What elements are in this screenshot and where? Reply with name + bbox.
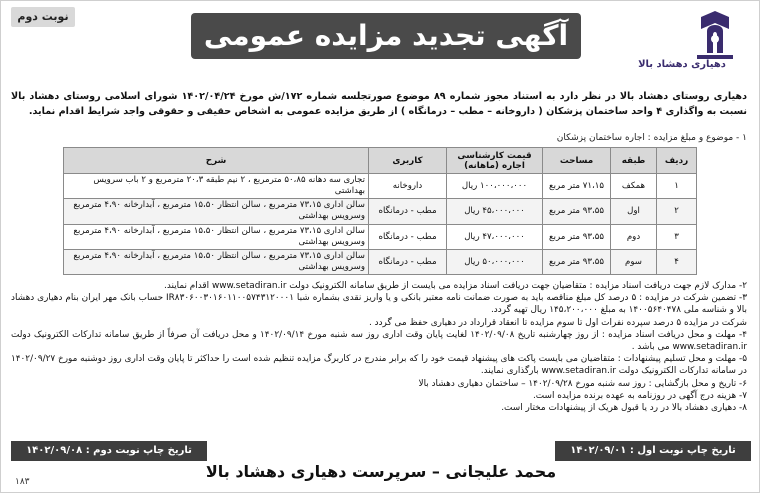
cell-area: ۹۳،۵۵ متر مربع: [543, 249, 611, 274]
condition-item: شرکت در مزایده ۵ درصد سپرده نفرات اول تا سوم مزایده تا انعقاد قرارداد در دهیاری حفظ می گردد .: [369, 317, 747, 328]
cell-price: ۴۷،۰۰۰،۰۰۰ ریال: [447, 224, 543, 249]
cell-usage: مطب - درمانگاه: [369, 224, 447, 249]
round-badge: نوبت دوم: [11, 7, 75, 27]
condition-item: ۲- مدارک لازم جهت دریافت اسناد مزایده : متقاضیان جهت دریافت اسناد مزایده می بایست از طریق سامانه الکترونیک دولت www.setadiran.ir اقدام نمایند.: [164, 281, 747, 291]
cell-usage: مطب - درمانگاه: [369, 199, 447, 224]
section-subject: ۱ - موضوع و مبلغ مزایده : اجاره ساختمان پزشکان: [556, 133, 747, 143]
cell-row: ۲: [657, 199, 697, 224]
col-floor: طبقه: [611, 148, 657, 174]
cell-area: ۹۳،۵۵ متر مربع: [543, 199, 611, 224]
condition-item: ۸- دهیاری دهشاد بالا در رد یا قبول هریک از پیشنهادات مختار است.: [501, 403, 747, 414]
logo-caption: دهیاری دهشاد بالا: [638, 59, 726, 70]
cell-row: ۱: [657, 174, 697, 199]
table-row: [64, 199, 697, 224]
cell-area: ۹۳،۵۵ متر مربع: [543, 224, 611, 249]
cell-usage: مطب - درمانگاه: [369, 249, 447, 274]
condition-item: ۴- مهلت و محل دریافت اسناد مزایده : از روز چهارشنبه تاریخ ۱۴۰۲/۰۹/۰۸ لغایت پایان وقت اداری روز سه شنبه مورخ ۱۴۰۲/۰۹/۱۴ و محل دریافت آن صرفاً از طریق سامانه تدارکات الکترونیک دولت www.setadiran.ir می باشد .: [11, 329, 747, 353]
cell-floor: همکف: [611, 174, 657, 199]
cell-description: سالن اداری ۷۳،۱۵ مترمربع ، سالن انتظار ۱۵،۵۰ مترمربع ، آبدارخانه ۴،۹۰ مترمربع وسرویس بهداشتی: [64, 249, 369, 274]
notice-header: [1, 1, 760, 85]
condition-item: ۵- مهلت و محل تسلیم پیشنهادات : متقاضیان می بایست پاکت های پیشنهاد قیمت خود را که برابر مندرج در کاربرگ مزایده تنظیم شده است را حداکثر تا پایان وقت اداری روز دوشنبه مورخ ۱۴۰۲/۰۹/۲۷ در سامانه تدارکات الکترونیک دولت www.setadiran.ir بارگذاری نمایند.: [11, 354, 747, 377]
table-row: [64, 174, 697, 199]
cell-price: ۱۰۰،۰۰۰،۰۰۰ ریال: [447, 174, 543, 199]
cell-price: ۵۰،۰۰۰،۰۰۰ ریال: [447, 249, 543, 274]
notice-title: آگهی تجدید مزایده عمومی: [191, 13, 581, 59]
col-usage: کاربری: [369, 148, 447, 174]
condition-item: ۶- تاریخ و محل بازگشایی : روز سه شنبه مورخ ۱۴۰۲/۰۹/۲۸ – ساختمان دهیاری دهشاد بالا: [418, 378, 747, 389]
condition-item: ۳- تضمین شرکت در مزایده : ۵ درصد کل مبلغ مناقصه باید به صورت ضمانت نامه معتبر بانکی و یا واریز نقدی بشماره شبا IR۸۳۰۶۰۰۳۰۱۶۰۱۱۰۰۵۷۴۳۱۲۰۰۰۱ حساب بانک مهر ایران بنام دهیاری دهشاد بالا و شناسه ملی ۱۴۰۰۵۶۴۰۴۷۸ به مبلغ ۱۴۵،۲۰۰،۰۰۰ ریال تهیه گردد.: [11, 293, 747, 316]
page-number: ۱۸۳: [15, 477, 30, 487]
table-row: [64, 224, 697, 249]
signatory: محمد علیجانی – سرپرست دهیاری دهشاد بالا: [205, 462, 557, 481]
intro-paragraph: دهیاری روستای دهشاد بالا در نظر دارد به استناد مجوز شماره ۸۹ موضوع صورتجلسه شماره ۱۷۲/ش مورخ ۱۴۰۲/۰۴/۲۴ شورای اسلامی روستای دهشاد بالا نسبت به واگذاری ۴ واحد ساختمان پزشکان ( داروخانه – مطب – درمانگاه ) از طریق مزایده عمومی به اشخاص حقیقی و حقوقی واجد شرایط اقدام نماید.: [11, 91, 747, 117]
first-print-date: تاریخ چاپ نوبت اول : ۱۴۰۲/۰۹/۰۱: [555, 441, 751, 461]
col-description: شرح: [64, 148, 369, 174]
print-dates: [1, 441, 760, 461]
conditions-list: [11, 280, 747, 414]
cell-floor: دوم: [611, 224, 657, 249]
auction-table-wrap: [63, 147, 697, 275]
col-row: ردیف: [657, 148, 697, 174]
cell-description: سالن اداری ۷۳،۱۵ مترمربع ، سالن انتظار ۱۵،۵۰ مترمربع ، آبدارخانه ۴،۹۰ مترمربع وسرویس بهداشتی: [64, 199, 369, 224]
table-header-row: [64, 148, 697, 174]
cell-description: سالن اداری ۷۳،۱۵ مترمربع ، سالن انتظار ۱۵،۵۰ مترمربع ، آبدارخانه ۴،۹۰ مترمربع وسرویس بهداشتی: [64, 224, 369, 249]
cell-area: ۷۱،۱۵ متر مربع: [543, 174, 611, 199]
cell-price: ۴۵،۰۰۰،۰۰۰ ریال: [447, 199, 543, 224]
cell-floor: سوم: [611, 249, 657, 274]
cell-description: تجاری سه دهانه ۵۰،۸۵ مترمربع ، ۲ نیم طبقه ۲۰،۳ مترمربع و ۲ باب سرویس بهداشتی: [64, 174, 369, 199]
cell-usage: داروخانه: [369, 174, 447, 199]
col-area: مساحت: [543, 148, 611, 174]
auction-table: [63, 147, 697, 275]
cell-row: ۳: [657, 224, 697, 249]
table-row: [64, 249, 697, 274]
second-print-date: تاریخ چاپ نوبت دوم : ۱۴۰۲/۰۹/۰۸: [11, 441, 207, 461]
condition-item: ۷- هزینه درج آگهی در روزنامه به عهده برنده مزایده است.: [532, 390, 747, 401]
col-price: قیمت کارشناسی اجاره (ماهانه): [447, 148, 543, 174]
cell-row: ۴: [657, 249, 697, 274]
cell-floor: اول: [611, 199, 657, 224]
